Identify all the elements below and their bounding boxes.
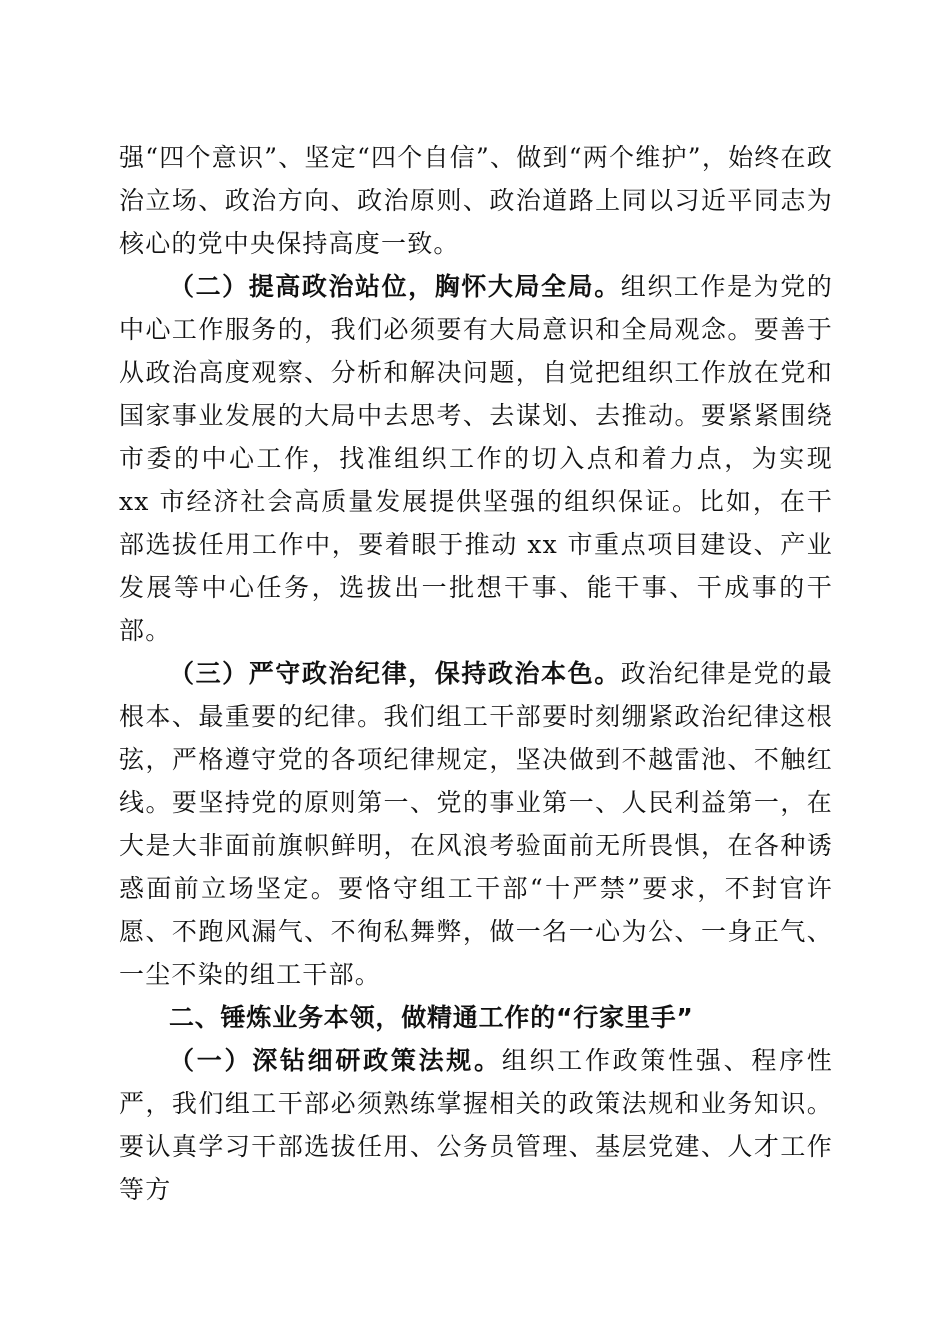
paragraph-text: 组织工作是为党的中心工作服务的，我们必须要有大局意识和全局观念。要善于从政治高度观察、分析和解决问题，自觉把组织工作放在党和国家事业发展的大局中去思考、去谋划、去推动。要紧紧围绕市委的中心工作，找准组织工作的切入点和着力点，为实现 xx 市经济社会高质量发展提供坚强的组织保证。比如，在干部选拔任用工作中，要着眼于推动 xx 市重点项目建设、产业发展等中心任务，选拔出一批想干事、能干事、干成事的干部。 bbox=[119, 272, 833, 645]
paragraph-text: 政治纪律是党的最根本、最重要的纪律。我们组工干部要时刻绷紧政治纪律这根弦，严格遵守党的各项纪律规定，坚决做到不越雷池、不触红线。要坚持党的原则第一、党的事业第一、人民利益第一，在大是大非面前旗帜鲜明，在风浪考验面前无所畏惧，在各种诱惑面前立场坚定。要恪守组工干部“十严禁”要求，不封官许愿、不跑风漏气、不徇私舞弊，做一名一心为公、一身正气、一尘不染的组工干部。 bbox=[119, 659, 833, 989]
section-heading: 二、锤炼业务本领，做精通工作的“行家里手” bbox=[169, 1003, 694, 1032]
document-body bbox=[119, 136, 833, 1211]
paragraph-lead: （一）深钻细研政策法规。 bbox=[169, 1046, 502, 1075]
paragraph-text: 组织工作政策性强、程序性严，我们组工干部必须熟练掌握相关的政策法规和业务知识。要认真学习干部选拔任用、公务员管理、基层党建、人才工作等方 bbox=[119, 1046, 833, 1204]
paragraph-political-standing bbox=[119, 265, 833, 652]
paragraph-political-discipline bbox=[119, 652, 833, 996]
paragraph-lead: （三）严守政治纪律，保持政治本色。 bbox=[169, 659, 621, 688]
paragraph-text: 强“四个意识”、坚定“四个自信”、做到“两个维护”，始终在政治立场、政治方向、政治原则、政治道路上同以习近平同志为核心的党中央保持高度一致。 bbox=[119, 143, 833, 258]
paragraph-policy-study bbox=[119, 1039, 833, 1211]
paragraph-continuation bbox=[119, 136, 833, 265]
paragraph-lead: （二）提高政治站位，胸怀大局全局。 bbox=[169, 272, 621, 301]
